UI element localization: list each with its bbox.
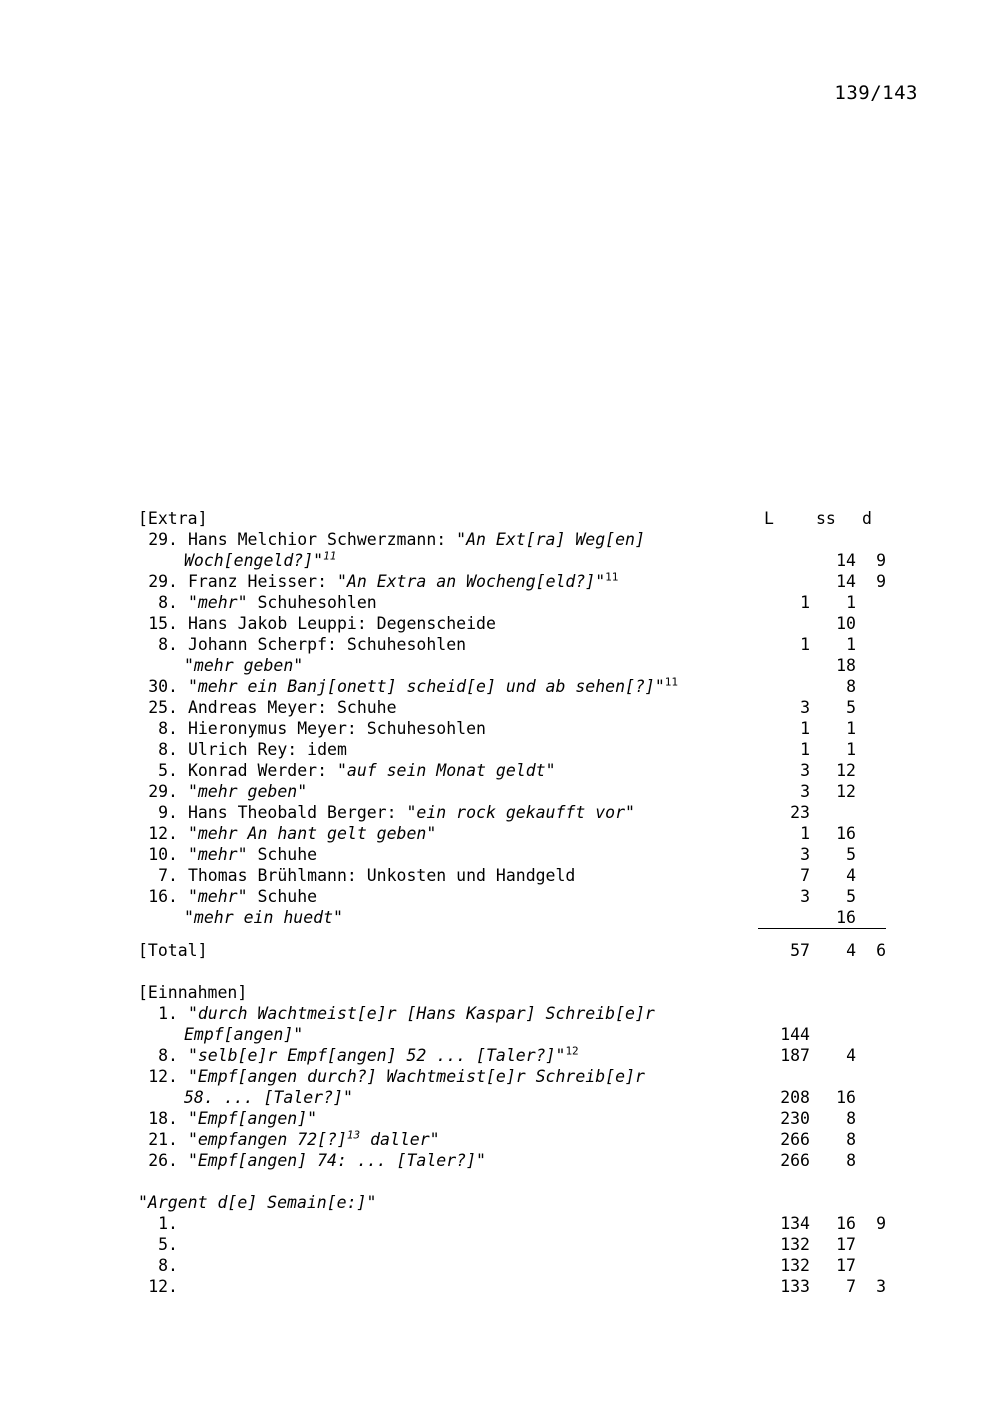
row-text: [138, 802, 758, 823]
value-ss: 10: [836, 614, 856, 633]
value-ss: 14: [836, 551, 856, 570]
row-text: [138, 571, 758, 592]
row-quote: "Empf[angen]": [187, 1109, 318, 1128]
footnote-marker: 11: [605, 570, 619, 584]
row-text: [138, 718, 758, 739]
column-header-d: d: [862, 509, 872, 528]
table-row: [138, 1003, 886, 1045]
value-ss: [810, 802, 856, 823]
value-ss: 8: [846, 1109, 856, 1128]
row-index: 1.: [158, 1004, 178, 1023]
row-quote: "Empf[angen] 74: ... [Taler?]": [187, 1151, 486, 1170]
row-quote: "empfangen 72[?]: [187, 1130, 347, 1149]
row-index: 8.: [158, 719, 178, 738]
row-text: [138, 1255, 758, 1276]
footnote-marker: 11: [664, 675, 679, 689]
value-d: [856, 718, 886, 739]
row-quote: "mehr": [187, 887, 248, 906]
row-index: 8.: [158, 593, 178, 612]
table-row: [138, 1255, 886, 1276]
value-d: [856, 592, 886, 613]
value-l: [758, 907, 810, 929]
row-text: [138, 1234, 758, 1255]
table-row: [138, 676, 886, 697]
row-text: [138, 1108, 758, 1129]
value-ss: 16: [836, 1088, 856, 1107]
table-row: [138, 592, 886, 613]
value-ss: 16: [836, 824, 856, 843]
row-text: [138, 739, 758, 760]
row-index: 5.: [158, 1235, 178, 1254]
value-l: 144: [780, 1025, 810, 1044]
argent-header-row: [138, 1192, 886, 1213]
value-l: 7: [800, 866, 810, 885]
row-text: [138, 907, 758, 929]
value-d: [856, 865, 886, 886]
row-text: [138, 781, 758, 802]
row-index: 8.: [158, 635, 178, 654]
value-l: [758, 529, 810, 571]
value-ss: 1: [846, 593, 856, 612]
value-ss: 8: [846, 1130, 856, 1149]
row-quote: "An Ext[ra] Weg[en]: [456, 530, 645, 549]
row-index: 15.: [148, 614, 178, 633]
value-ss: 5: [846, 845, 856, 864]
table-row: [138, 739, 886, 760]
value-d: [856, 907, 886, 929]
row-quote: "ein rock gekaufft vor": [406, 803, 635, 822]
row-continuation: Woch[engeld?]"$^{11}$: [184, 549, 337, 570]
row-text: [138, 1066, 758, 1108]
table-row: [138, 823, 886, 844]
value-l: 132: [780, 1235, 810, 1254]
row-quote: "durch Wachtmeist[e]r [Hans Kaspar] Schreib[e]r: [187, 1004, 655, 1023]
row-index: 8.: [158, 740, 178, 759]
row-text: [138, 1150, 758, 1171]
row-continuation: "mehr geben": [184, 656, 304, 675]
value-d: [856, 823, 886, 844]
row-text: [138, 613, 758, 634]
column-header-ss: ss: [816, 509, 836, 528]
value-ss: 17: [836, 1256, 856, 1275]
table-header-row: [138, 508, 886, 529]
table-row: [138, 571, 886, 592]
value-l: 266: [780, 1130, 810, 1149]
value-d: [856, 760, 886, 781]
einnahmen-header-row: [138, 982, 886, 1003]
footnote-marker: 13: [346, 1128, 361, 1142]
value-l: [758, 571, 810, 592]
row-label: Andreas Meyer: Schuhe: [187, 698, 397, 717]
value-d: [856, 1129, 886, 1150]
row-text: [138, 1213, 758, 1234]
row-continuation: "mehr ein huedt": [184, 908, 343, 927]
row-text: [138, 760, 758, 781]
row-text: [138, 1129, 758, 1150]
value-ss: 4: [846, 866, 856, 885]
value-l: [758, 613, 810, 634]
row-quote: "mehr": [187, 845, 248, 864]
row-index: 16.: [148, 887, 178, 906]
row-index: 21.: [148, 1130, 178, 1149]
row-label: Ulrich Rey: idem: [187, 740, 347, 759]
table-row: [138, 865, 886, 886]
row-label: Hans Melchior Schwerzmann:: [187, 530, 457, 549]
value-d: [856, 1150, 886, 1171]
value-l: 3: [800, 887, 810, 906]
value-d: [856, 613, 886, 634]
row-index: 12.: [148, 824, 178, 843]
spacer-row: [138, 1171, 886, 1192]
value-l: 3: [800, 845, 810, 864]
row-quote: "mehr geben": [187, 782, 308, 801]
table-row: [138, 718, 886, 739]
row-text: [138, 697, 758, 718]
value-l: [758, 655, 810, 676]
page-number: 139/143: [834, 82, 918, 104]
table-row: [138, 1108, 886, 1129]
value-l: 1: [800, 635, 810, 654]
value-ss: 1: [846, 719, 856, 738]
row-label: Johann Scherpf: Schuhesohlen: [187, 635, 467, 654]
table-row: [138, 802, 886, 823]
value-l: 208: [780, 1088, 810, 1107]
row-text: [138, 844, 758, 865]
table-row: [138, 844, 886, 865]
row-label: Thomas Brühlmann: Unkosten und Handgeld: [187, 866, 576, 885]
footnote-marker: 11: [323, 549, 337, 563]
row-index: 9.: [158, 803, 178, 822]
value-d: [856, 655, 886, 676]
value-ss: 1: [846, 635, 856, 654]
row-index: 10.: [148, 845, 178, 864]
table-row: [138, 1213, 886, 1234]
ledger-document: [138, 508, 886, 1297]
row-text: [138, 823, 758, 844]
value-ss: 12: [836, 761, 856, 780]
row-text: [138, 1003, 758, 1045]
row-quote: "selb[e]r Empf[angen] 52 ... [Taler?]": [187, 1046, 566, 1065]
value-d: [856, 781, 886, 802]
value-d: [856, 697, 886, 718]
row-index: 8.: [158, 1256, 178, 1275]
row-continuation: Empf[angen]": [184, 1025, 304, 1044]
row-label: Konrad Werder:: [187, 761, 337, 780]
table-row: [138, 886, 886, 907]
ledger-table: [138, 508, 886, 1297]
table-row: [138, 1066, 886, 1108]
value-l: 1: [800, 824, 810, 843]
value-l: 187: [780, 1046, 810, 1065]
table-row: [138, 634, 886, 655]
table-row: [138, 1276, 886, 1297]
table-row: [138, 1045, 886, 1066]
value-ss: 7: [846, 1277, 856, 1296]
value-l: 133: [780, 1277, 810, 1296]
value-ss: 16: [836, 1214, 856, 1233]
value-l: 3: [800, 782, 810, 801]
total-value-l: 57: [790, 941, 810, 960]
value-ss: 14: [836, 572, 856, 591]
value-l: [758, 676, 810, 697]
value-d: [856, 886, 886, 907]
row-quote-tail: daller": [360, 1130, 440, 1149]
row-index: 12.: [148, 1277, 178, 1296]
column-header-l: L: [764, 509, 774, 528]
value-d: 9: [876, 551, 886, 570]
value-l: 266: [780, 1151, 810, 1170]
row-label: Hieronymus Meyer: Schuhesohlen: [187, 719, 486, 738]
row-text: [138, 1045, 758, 1066]
row-text: [138, 865, 758, 886]
value-l: 3: [800, 761, 810, 780]
value-d: [856, 802, 886, 823]
table-row: [138, 760, 886, 781]
footnote-marker: 12: [565, 1044, 579, 1058]
value-ss: 18: [836, 656, 856, 675]
value-d: [856, 844, 886, 865]
row-index: 12.: [148, 1067, 178, 1086]
value-d: [856, 1255, 886, 1276]
row-index: 8.: [158, 1046, 178, 1065]
value-ss: 8: [846, 1151, 856, 1170]
row-index: 18.: [148, 1109, 178, 1128]
value-d: [856, 739, 886, 760]
table-row: [138, 1129, 886, 1150]
row-label: Hans Theobald Berger:: [187, 803, 407, 822]
table-row: [138, 1150, 886, 1171]
row-index: 29.: [148, 782, 178, 801]
row-index: 5.: [158, 761, 178, 780]
value-d: 9: [876, 572, 886, 591]
value-l: 132: [780, 1256, 810, 1275]
row-quote: "An Extra an Wocheng[eld?]": [336, 572, 606, 591]
value-ss: [810, 1003, 856, 1045]
section-label-total: [Total]: [138, 941, 208, 960]
row-quote: "mehr An hant gelt geben": [187, 824, 437, 843]
value-l: 1: [800, 593, 810, 612]
row-label: Franz Heisser:: [187, 572, 337, 591]
table-row: [138, 907, 886, 929]
value-l: 23: [790, 803, 810, 822]
section-label-argent: "Argent d[e] Semain[e:]": [138, 1193, 377, 1212]
row-quote: "auf sein Monat geldt": [336, 761, 556, 780]
spacer-row: [138, 930, 886, 940]
value-d: 9: [876, 1214, 886, 1233]
total-value-ss: 4: [846, 941, 856, 960]
row-text: [138, 886, 758, 907]
value-l: 1: [800, 719, 810, 738]
row-text: [138, 592, 758, 613]
value-ss: 17: [836, 1235, 856, 1254]
table-row: [138, 613, 886, 634]
row-quote: "Empf[angen durch?] Wachtmeist[e]r Schreib[e]r: [187, 1067, 645, 1086]
row-text: [138, 634, 758, 655]
row-index: 30.: [148, 677, 178, 696]
value-ss: 8: [846, 677, 856, 696]
table-row: [138, 1234, 886, 1255]
row-text: [138, 676, 758, 697]
row-label: Hans Jakob Leuppi: Degenscheide: [187, 614, 496, 633]
row-index: 29.: [148, 530, 178, 549]
row-index: 29.: [148, 572, 178, 591]
spacer-row: [138, 961, 886, 982]
row-text: [138, 655, 758, 676]
section-label-einnahmen: [Einnahmen]: [138, 983, 248, 1002]
value-d: [856, 1003, 886, 1045]
row-text: [138, 529, 758, 571]
row-text: [138, 1276, 758, 1297]
value-l: 1: [800, 740, 810, 759]
value-d: [856, 1045, 886, 1066]
table-row: [138, 781, 886, 802]
row-label: Schuhe: [247, 887, 318, 906]
value-ss: 4: [846, 1046, 856, 1065]
row-quote: "mehr ein Banj[onett] scheid[e] und ab sehen[?]": [187, 677, 665, 696]
value-d: [856, 1066, 886, 1108]
row-quote: "mehr": [187, 593, 248, 612]
value-d: [856, 1108, 886, 1129]
value-ss: 12: [836, 782, 856, 801]
table-row: [138, 697, 886, 718]
row-index: 1.: [158, 1214, 178, 1233]
value-d: [856, 676, 886, 697]
value-ss: 16: [836, 908, 856, 927]
value-ss: 1: [846, 740, 856, 759]
value-l: 230: [780, 1109, 810, 1128]
row-label: Schuhe: [247, 845, 318, 864]
value-d: 3: [876, 1277, 886, 1296]
value-d: [856, 634, 886, 655]
value-ss: 5: [846, 887, 856, 906]
row-index: 26.: [148, 1151, 178, 1170]
row-index: 7.: [158, 866, 178, 885]
row-label: Schuhesohlen: [247, 593, 377, 612]
value-l: 3: [800, 698, 810, 717]
row-continuation: 58. ... [Taler?]": [184, 1088, 353, 1107]
row-index: 25.: [148, 698, 178, 717]
value-l: 134: [780, 1214, 810, 1233]
total-row: [138, 940, 886, 961]
value-ss: 5: [846, 698, 856, 717]
total-value-d: 6: [876, 941, 886, 960]
value-d: [856, 1234, 886, 1255]
section-label-extra: [Extra]: [138, 509, 208, 528]
table-row: [138, 655, 886, 676]
table-row: [138, 529, 886, 571]
